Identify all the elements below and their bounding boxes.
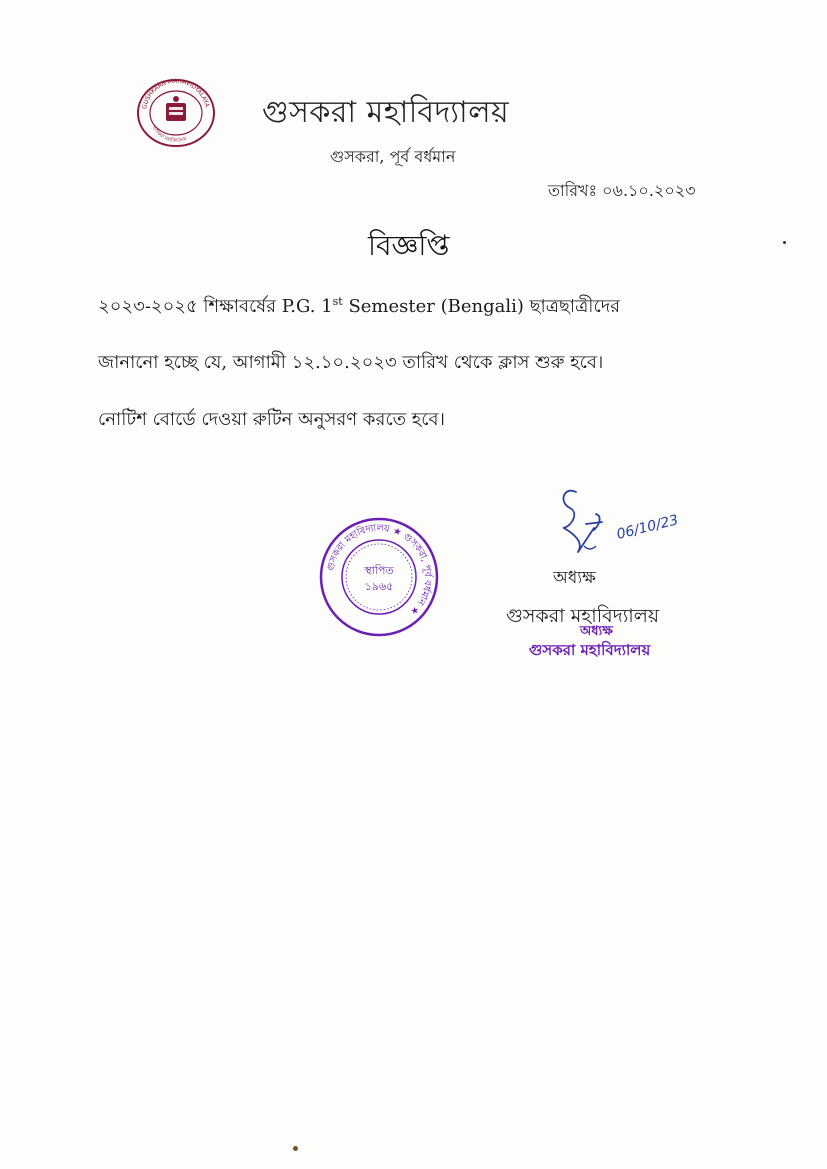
notice-date: তারিখঃ ০৬.১০.২০২৩ <box>548 181 696 200</box>
signatory-role: অধ্যক্ষ <box>553 568 596 588</box>
speck-mark <box>783 241 786 244</box>
stamp-role: অধ্যক্ষ <box>580 624 613 639</box>
notice-line-2: জানানো হচ্ছে যে, আগামী ১২.১০.২০২৩ তারিখ থেকে ক্লাস শুরু হবে। <box>98 352 604 373</box>
seal-ring-text: গুসকরা মহাবিদ্যালয় ★ গুসকরা, পূর্ব বর্ধমান ★ <box>325 522 434 618</box>
notice-line-1 <box>98 292 620 323</box>
notice-title: বিজ্ঞপ্তি <box>368 229 450 262</box>
signatory-institution: গুসকরা মহাবিদ্যালয় <box>506 605 660 627</box>
seal-center-1: স্থাপিত <box>364 564 394 577</box>
college-logo <box>136 78 216 148</box>
logo-text-bottom: গুসকরা মহাবিদ্যালয় <box>150 125 188 145</box>
principal-signature <box>556 484 706 564</box>
stamp-institution: গুসকরা মহাবিদ্যালয় <box>529 641 651 659</box>
notice-line-1-a: ২০২৩-২০২৫ শিক্ষাবর্ষের P.G. 1 <box>98 296 333 317</box>
speck-mark-bottom <box>293 1146 298 1151</box>
notice-line-1-b: Semester (Bengali) ছাত্রছাত্রীদের <box>342 296 621 317</box>
college-name: গুসকরা মহাবিদ্যালয় <box>262 95 510 130</box>
notice-line-1-sup: st <box>332 295 343 308</box>
logo-text-top: GUSHKARA MAHAVIDYALAYA <box>141 78 211 110</box>
notice-line-3: নোটিশ বোর্ডে দেওয়া রুটিন অনুসরণ করতে হবে। <box>98 409 445 430</box>
college-address: গুসকরা, পূর্ব বর্ধমান <box>330 147 456 166</box>
seal-center-2: ১৯৬৫ <box>364 580 394 593</box>
signature-date: 06/10/23 <box>615 512 680 543</box>
college-seal <box>318 516 440 638</box>
